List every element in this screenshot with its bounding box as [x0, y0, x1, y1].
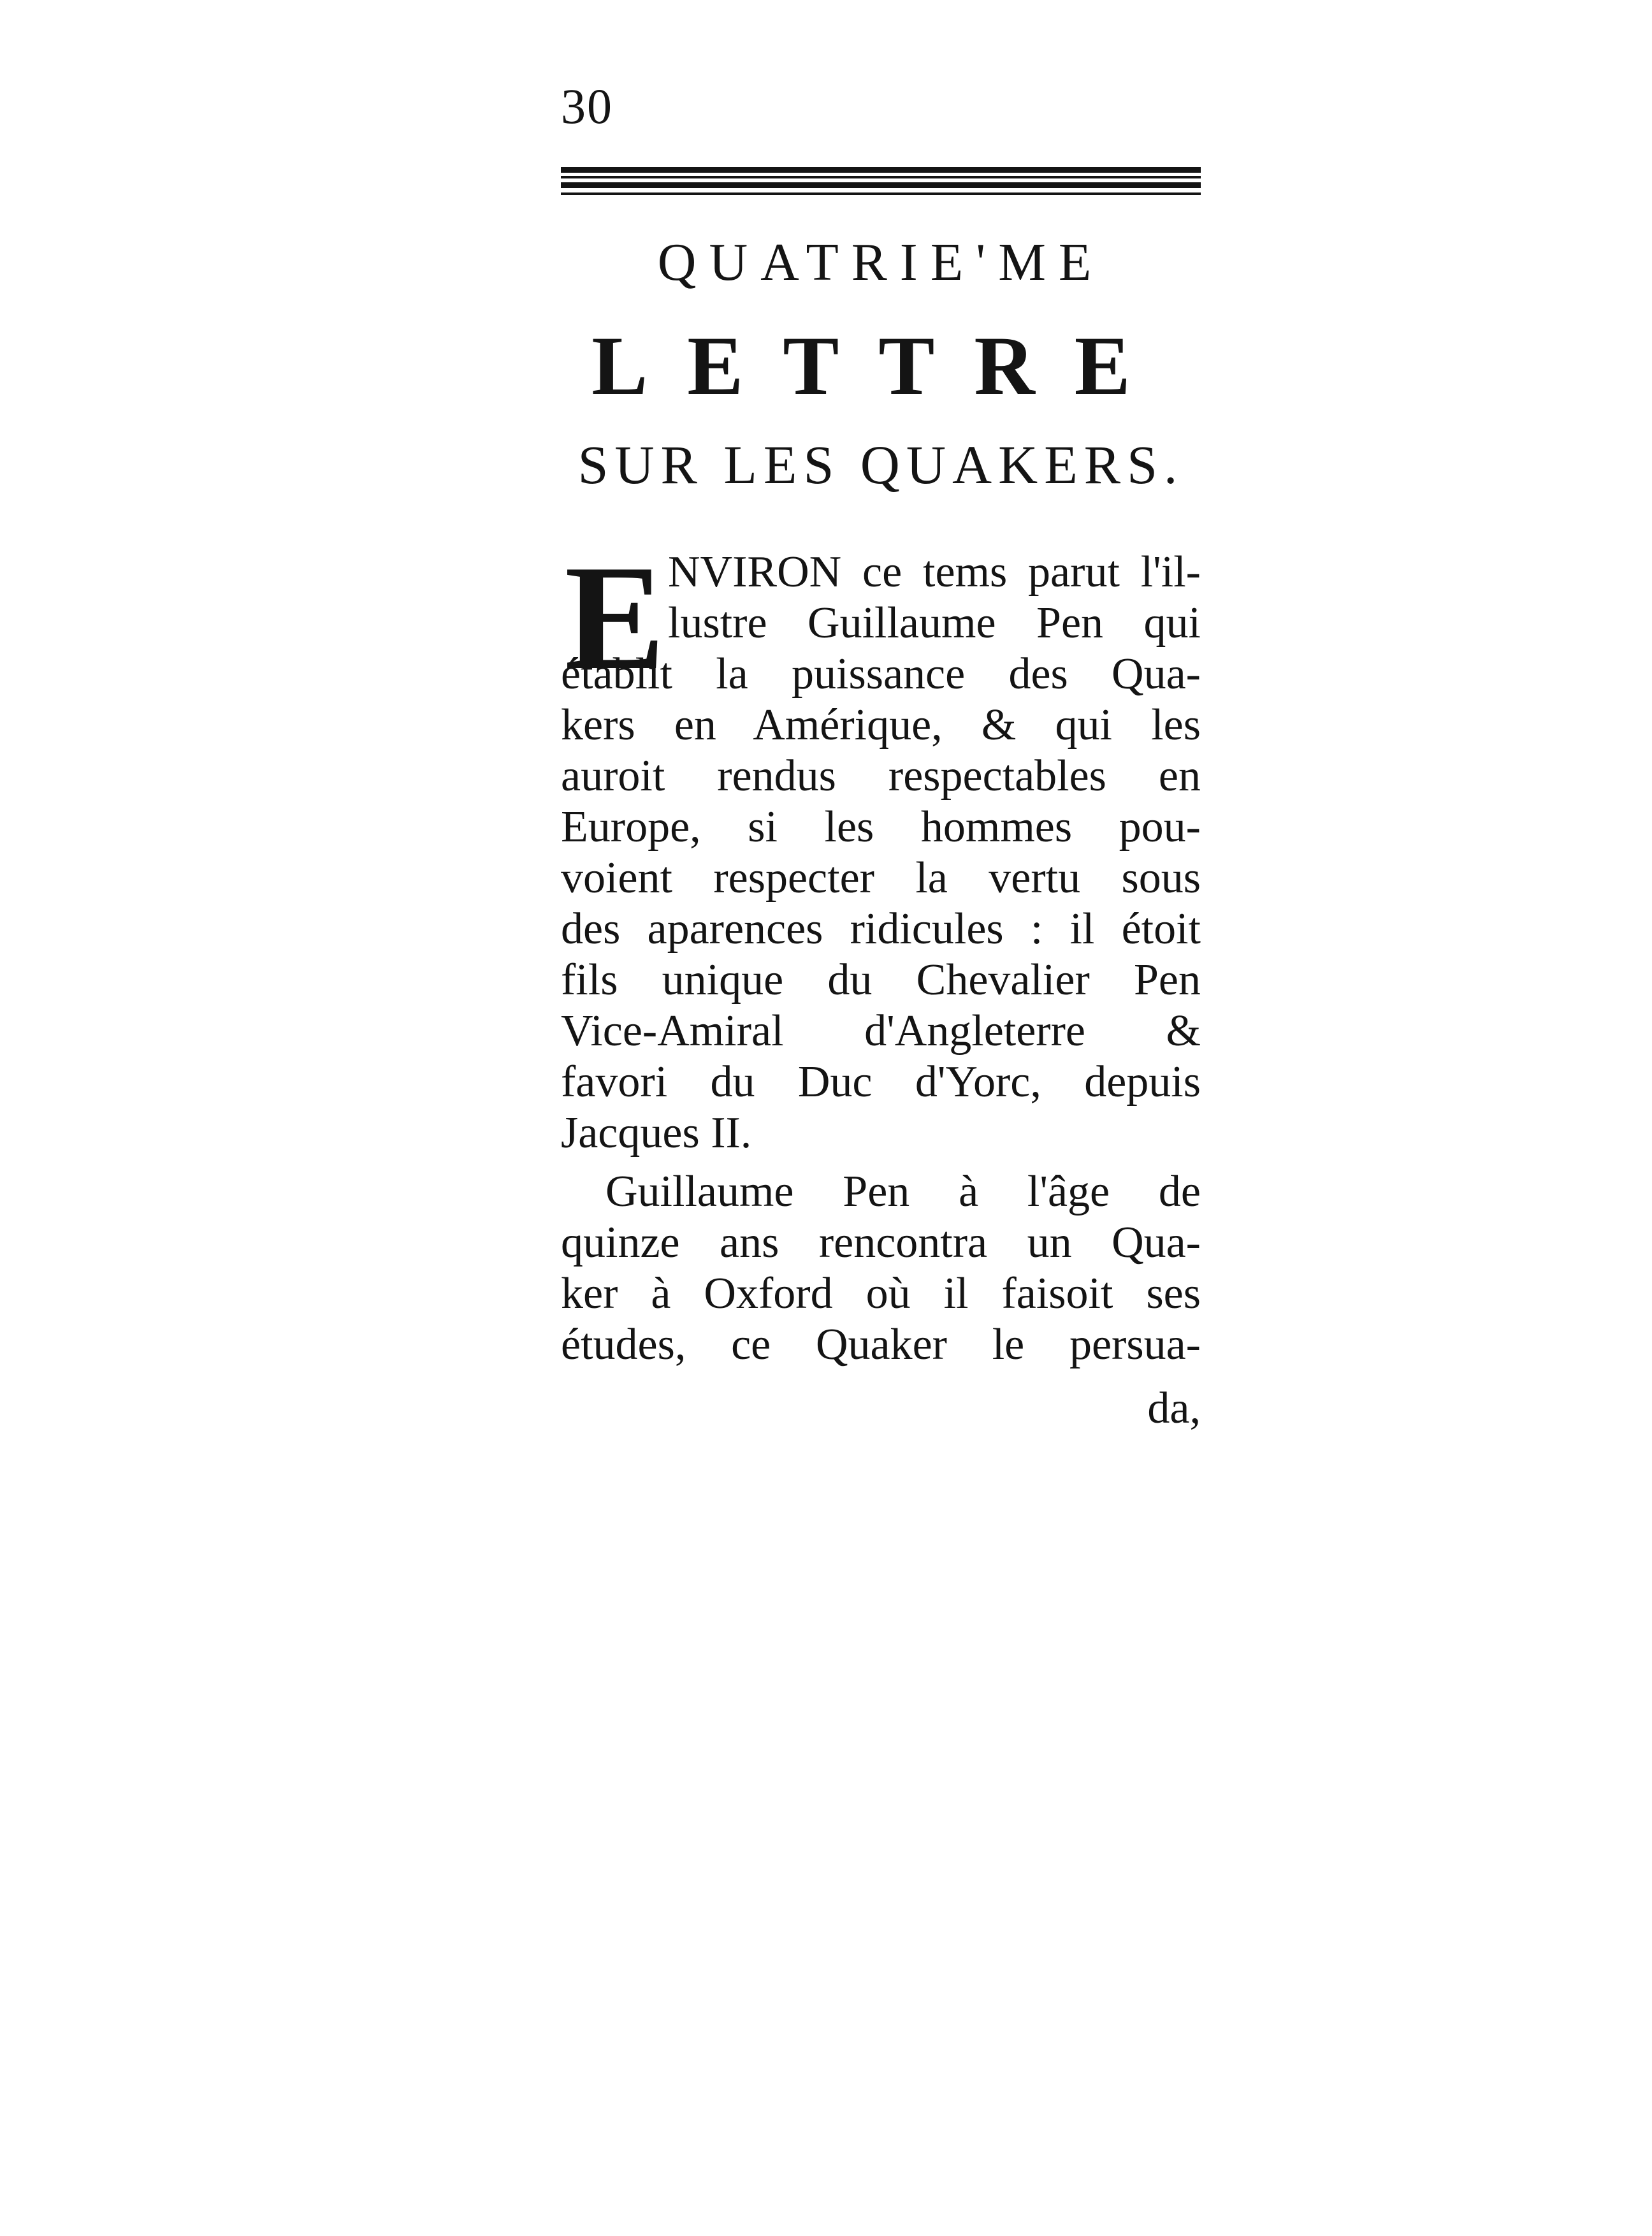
chapter-title-line-1: QUATRIE'ME	[657, 233, 1105, 292]
body-line: kers en Amérique, & qui les	[561, 701, 1201, 750]
body-line: Jacques II.	[561, 1108, 752, 1158]
body-line: lustre Guillaume Pen qui	[668, 599, 1201, 648]
chapter-title-line-2: LETTRE	[591, 319, 1170, 412]
body-line: des aparences ridicules : il étoit	[561, 904, 1201, 954]
header-rule	[561, 167, 1201, 173]
chapter-title-line-3: SUR LES QUAKERS.	[577, 434, 1184, 495]
body-line: NVIRON ce tems parut l'il-	[668, 548, 1201, 597]
body-line: Vice-Amiral d'Angleterre &	[561, 1006, 1201, 1056]
drop-cap: E	[565, 535, 665, 701]
catchword: da,	[1147, 1384, 1201, 1433]
header-rule	[561, 192, 1201, 195]
body-line: ker à Oxford où il faisoit ses	[561, 1269, 1201, 1318]
body-line: favori du Duc d'Yorc, depuis	[561, 1057, 1201, 1107]
header-rule	[561, 182, 1201, 188]
body-line: études, ce Quaker le persua-	[561, 1320, 1201, 1369]
body-line: Europe, si les hommes pou-	[561, 802, 1201, 852]
body-line: auroit rendus respectables en	[561, 751, 1201, 801]
body-line: quinze ans rencontra un Qua-	[561, 1218, 1201, 1267]
body-line: Guillaume Pen à l'âge de	[605, 1167, 1201, 1216]
body-line: fils unique du Chevalier Pen	[561, 955, 1201, 1005]
header-rule	[561, 176, 1201, 178]
body-line: voient respecter la vertu sous	[561, 853, 1201, 903]
page-number: 30	[561, 78, 613, 134]
body-line: établit la puissance des Qua-	[561, 650, 1201, 699]
